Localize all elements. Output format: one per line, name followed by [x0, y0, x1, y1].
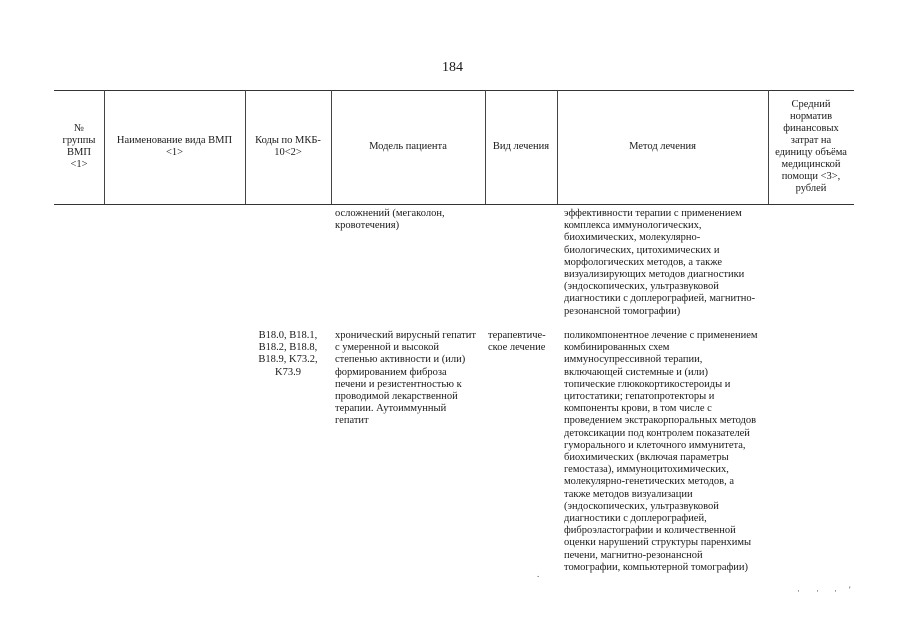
header-treatment-method-text: Метод лечения	[629, 141, 696, 152]
row1-patient-model: осложнений (мегаколон, кровотечения)	[335, 208, 445, 232]
row1-treatment-method: эффективности терапии с применением комплекса иммунологических, биохимических, молекулярно- биологических, цитохимических и морфологических методов, а также визуализирующих методов диагностики (эндоскопических, ультразвуковой диагностики с доплерографией, магнитно- резонансной томографии)	[564, 208, 756, 317]
header-group-number-text: № группы ВМП <1>	[62, 123, 96, 170]
header-patient-model-text: Модель пациента	[369, 141, 447, 152]
row2-treatment-method: поликомпонентное лечение с применением комбинированных схем иммуносупрессивной терапии, включающей системные и (или) топические глюкокортикостероиды и цитостатики; гепатопротекторы и компоненты крови, в том числе с проведением экстракорпоральных методов детоксикации под контролем показателей гуморального и клеточного иммунитета, биохимических (включая параметры гемостаза), иммуноцитохимических, молекулярно-генетических методов, а также методов визуализации (эндоскопических, ультразвуковой диагностики с доплерографией, фиброэластографии и количественной оценки нарушений структуры паренхимы печени, магнитно-резонансной томографии, компьютерной томографии)	[564, 330, 758, 573]
page-number: 184	[442, 60, 463, 75]
row2-treatment-type: терапевтиче- ское лечение	[488, 330, 546, 354]
header-icd-codes-text: Коды по МКБ- 10<2>	[255, 135, 321, 158]
header-group-number	[54, 90, 104, 204]
header-vmp-name-text: Наименование вида ВМП <1>	[116, 135, 233, 158]
header-icd-codes	[245, 90, 331, 204]
header-treatment-type-text: Вид лечения	[492, 141, 550, 152]
row2-patient-model: хронический вирусный гепатит с умеренной и высокой степенью активности и (или) формированием фиброза печени и резистентностью к проводимой лекарственной терапии. Аутоиммунный гепатит	[335, 330, 476, 427]
scan-speck: ·	[816, 586, 819, 596]
scan-speck: .	[537, 569, 540, 579]
header-average-cost	[768, 90, 854, 204]
header-vmp-name	[104, 90, 245, 204]
header-patient-model	[331, 90, 485, 204]
header-average-cost-text: Средний норматив финансовых затрат на единицу объёма медицинской помощи <3>, рублей	[775, 99, 847, 194]
row2-icd-codes: B18.0, B18.1, B18.2, B18.8, B18.9, K73.2, K73.9	[258, 330, 318, 378]
scan-speck: ·	[797, 586, 800, 596]
header-bottom-border	[54, 204, 854, 205]
header-treatment-method	[557, 90, 768, 204]
scan-speck: ·	[834, 586, 837, 596]
scan-speck: '	[849, 585, 851, 595]
header-treatment-type	[485, 90, 557, 204]
